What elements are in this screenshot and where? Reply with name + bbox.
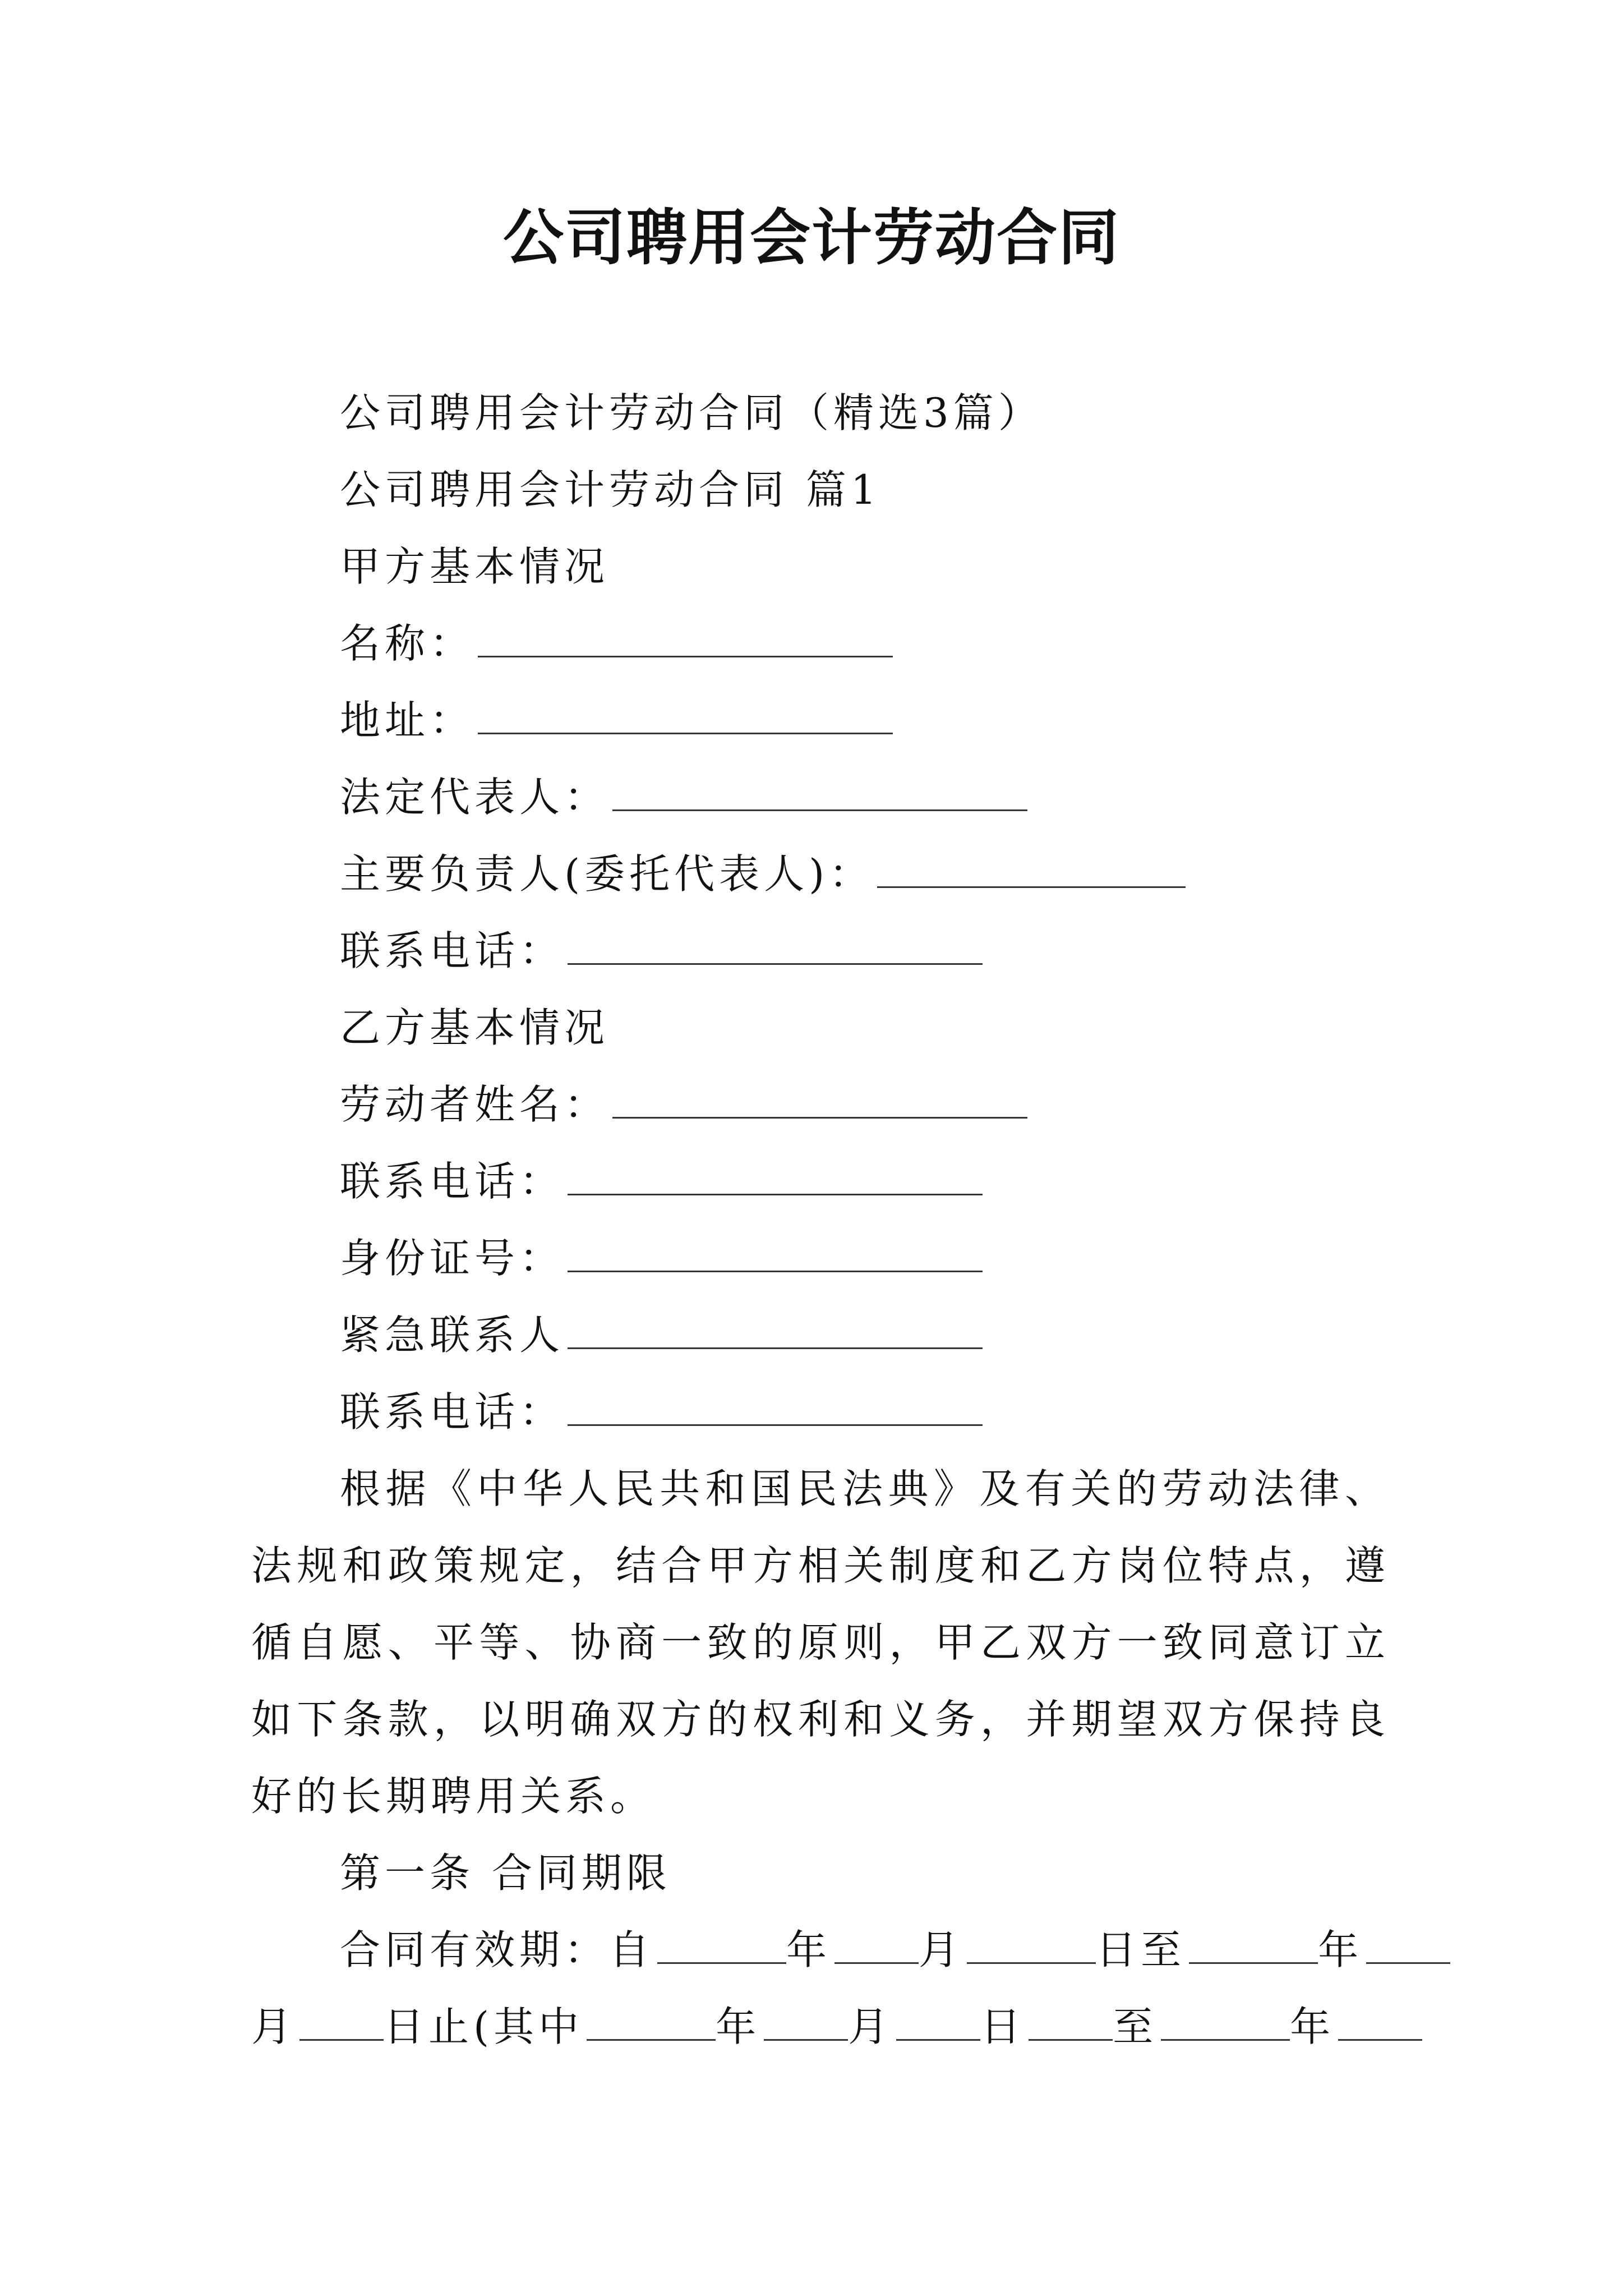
term-label: 年 (1318, 1926, 1363, 1973)
term-label: 日 (980, 2003, 1026, 2050)
party-a-heading: 甲方基本情况 (340, 543, 610, 590)
blank-line (1338, 2000, 1422, 2041)
blank-line (1161, 2000, 1290, 2041)
blank-line (1189, 1923, 1318, 1964)
term-label: 日至 (1096, 1926, 1186, 1973)
blank-line (657, 1923, 786, 1964)
party-a-phone-row (251, 913, 1390, 990)
term-line-1 (251, 1912, 1390, 1989)
blank-line (478, 693, 893, 734)
field-label: 联系电话： (340, 1158, 565, 1205)
blank-line (877, 847, 1186, 888)
blank-line (568, 924, 983, 965)
blank-line (568, 1308, 983, 1349)
field-label: 劳动者姓名： (340, 1081, 610, 1128)
field-label: 法定代表人： (340, 774, 610, 821)
term-label: 至 (1113, 2003, 1158, 2050)
field-label: 名称： (340, 620, 475, 667)
blank-line (1366, 1923, 1450, 1964)
blank-line (568, 1385, 983, 1426)
party-b-name-row (251, 1066, 1390, 1143)
blank-line (764, 2000, 848, 2041)
field-label: 地址： (340, 697, 475, 744)
article-1-title: 第一条 合同期限 (340, 1849, 671, 1897)
party-b-emergency-contact-row (251, 1297, 1390, 1374)
party-b-emergency-phone-row (251, 1374, 1390, 1451)
blank-line (612, 1078, 1027, 1119)
term-label: 日止(其中 (384, 2003, 584, 2050)
blank-line (478, 616, 893, 657)
term-label: 月 (848, 2003, 893, 2050)
document-subtitle: 公司聘用会计劳动合同（精选3篇） (340, 389, 1043, 436)
term-label: 合同有效期：自 (340, 1926, 654, 1973)
field-label: 主要负责人(委托代表人)： (340, 850, 874, 898)
preamble-paragraph: 根据《中华人民共和国民法典》及有关的劳动法律、法规和政策规定，结合甲方相关制度和乙方岗位特点，遵循自愿、平等、协商一致的原则，甲乙双方一致同意订立如下条款，以明确双方的权利和义务，并期望双方保持良好的长期聘用关系。 (251, 1465, 1390, 1820)
party-a-legal-rep-row (251, 759, 1390, 836)
term-line-2 (251, 1989, 1390, 2065)
blank-line (896, 2000, 980, 2041)
term-label: 月 (251, 2003, 297, 2050)
party-b-id-row (251, 1220, 1390, 1297)
term-label: 月 (919, 1926, 964, 1973)
blank-line (568, 1231, 983, 1272)
blank-line (967, 1923, 1096, 1964)
page-title: 公司聘用会计劳动合同 (502, 203, 1120, 273)
blank-line (612, 770, 1027, 811)
party-a-address-row (251, 682, 1390, 759)
document-body (251, 375, 1390, 2065)
field-label: 身份证号： (340, 1235, 565, 1282)
blank-line (587, 2000, 716, 2041)
section-heading: 公司聘用会计劳动合同 篇1 (340, 466, 881, 513)
term-label: 年 (786, 1926, 832, 1973)
party-b-heading: 乙方基本情况 (340, 1004, 610, 1051)
term-label: 年 (716, 2003, 761, 2050)
term-label: 年 (1290, 2003, 1335, 2050)
party-b-phone-row (251, 1143, 1390, 1220)
blank-line (568, 1154, 983, 1195)
field-label: 紧急联系人 (340, 1312, 565, 1359)
field-label: 联系电话： (340, 1388, 565, 1435)
field-label: 联系电话： (340, 927, 565, 974)
blank-line (834, 1923, 919, 1964)
party-a-principal-row (251, 836, 1390, 913)
blank-line (1029, 2000, 1113, 2041)
blank-line (299, 2000, 384, 2041)
party-a-name-row (251, 605, 1390, 682)
